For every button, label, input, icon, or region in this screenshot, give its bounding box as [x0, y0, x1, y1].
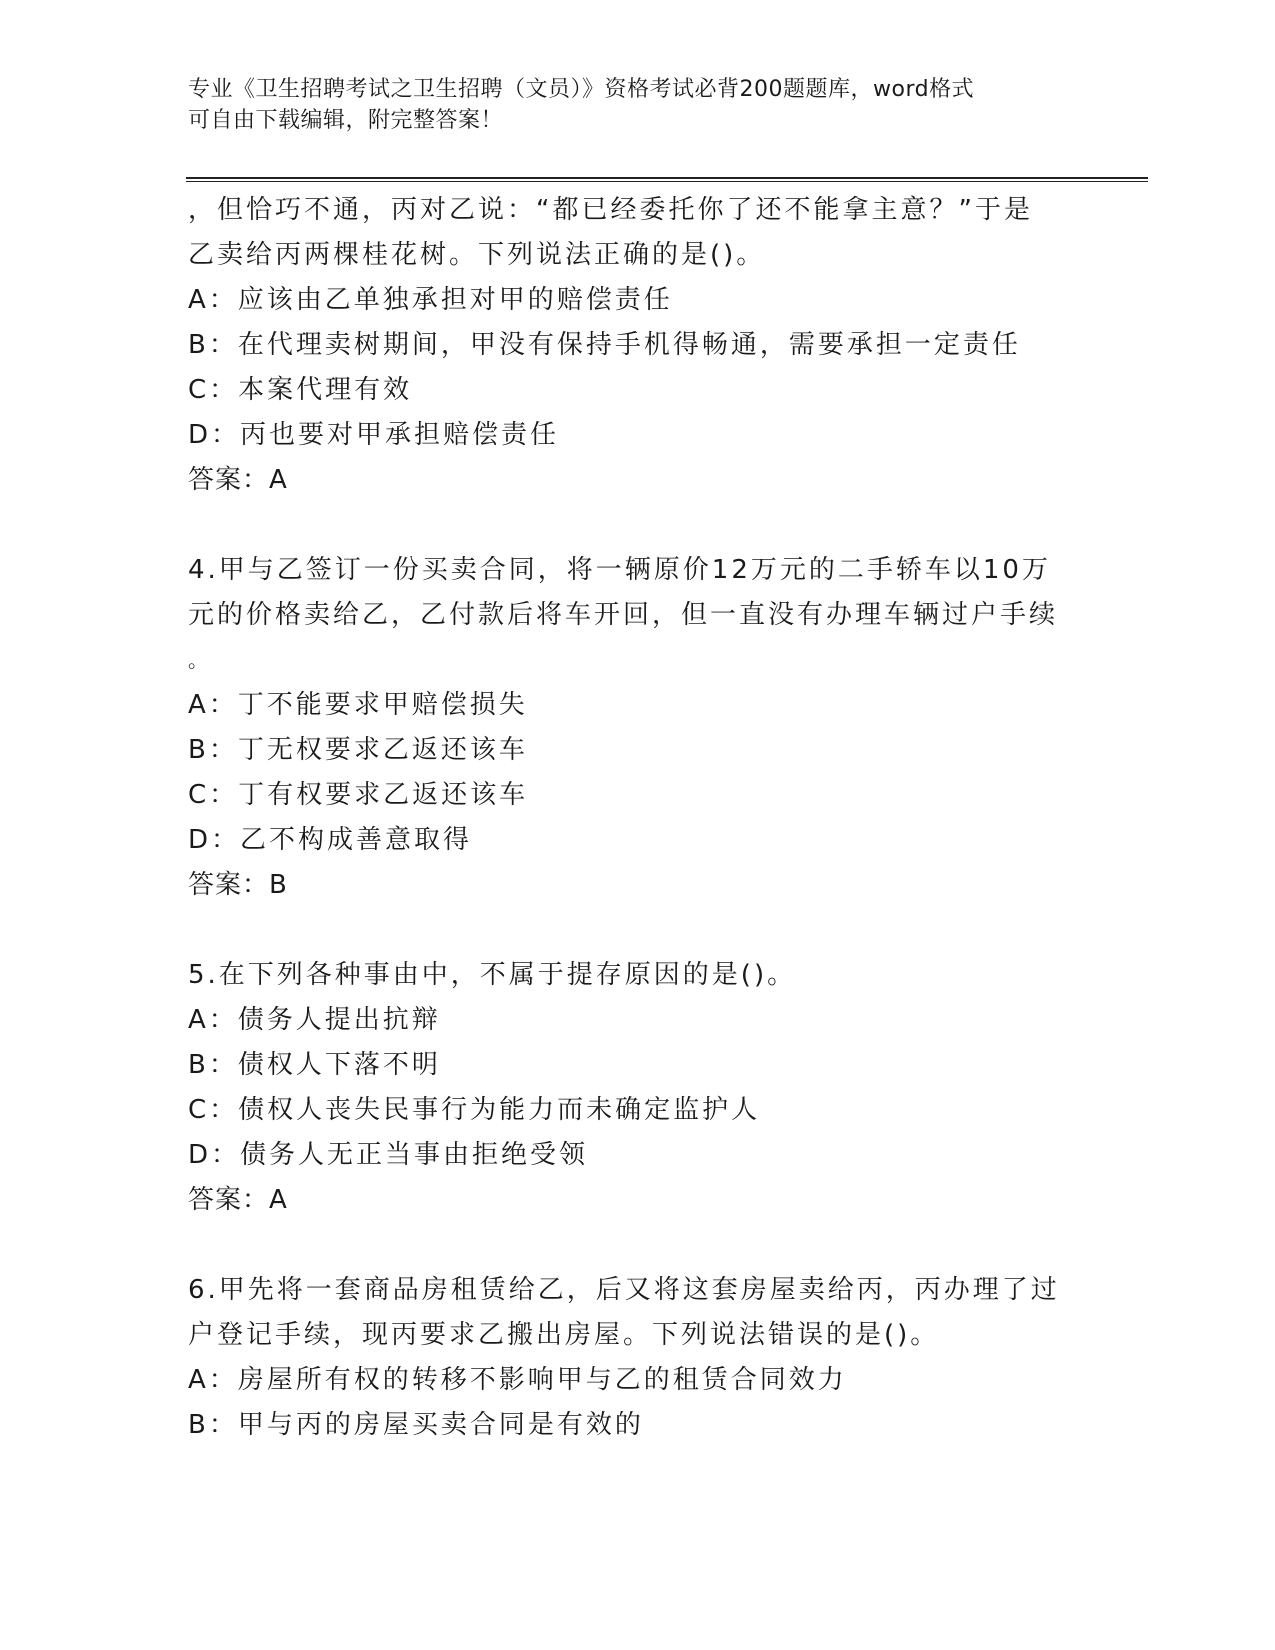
question-6 — [188, 1268, 1068, 1448]
option-d: D：丙也要对甲承担赔偿责任 — [188, 420, 560, 450]
question-stem-line: 。 — [188, 648, 211, 672]
question-stem-line: 6.甲先将一套商品房租赁给乙，后又将这套房屋卖给丙，丙办理了过 — [188, 1275, 1060, 1305]
option-b: B：丁无权要求乙返还该车 — [188, 735, 528, 765]
answer-line: 答案：A — [188, 465, 288, 495]
option-c: C：丁有权要求乙返还该车 — [188, 780, 529, 810]
option-c: C：本案代理有效 — [188, 375, 413, 405]
option-b: B：在代理卖树期间，甲没有保持手机得畅通，需要承担一定责任 — [188, 330, 1021, 360]
option-a: A：应该由乙单独承担对甲的赔偿责任 — [188, 285, 673, 315]
option-a: A：债务人提出抗辩 — [188, 1005, 441, 1035]
page-header — [188, 74, 1068, 136]
spacer — [188, 908, 1068, 953]
question-5 — [188, 953, 1068, 1223]
question-stem-line: 元的价格卖给乙，乙付款后将车开回，但一直没有办理车辆过户手续 — [188, 600, 1059, 630]
option-d: D：债务人无正当事由拒绝受领 — [188, 1140, 589, 1170]
option-a: A：房屋所有权的转移不影响甲与乙的租赁合同效力 — [188, 1365, 847, 1395]
option-b: B：债权人下落不明 — [188, 1050, 441, 1080]
option-a: A：丁不能要求甲赔偿损失 — [188, 690, 528, 720]
answer-line: 答案：A — [188, 1185, 288, 1215]
question-4 — [188, 548, 1068, 908]
header-divider — [186, 177, 1148, 182]
option-b: B：甲与丙的房屋买卖合同是有效的 — [188, 1410, 644, 1440]
header-line-2: 可自由下载编辑，附完整答案！ — [188, 108, 504, 133]
option-d: D：乙不构成善意取得 — [188, 825, 473, 855]
question-stem-line: 户登记手续，现丙要求乙搬出房屋。下列说法错误的是()。 — [188, 1320, 940, 1350]
document-body — [188, 188, 1068, 1448]
answer-line: 答案：B — [188, 870, 288, 900]
question-stem-line: 乙卖给丙两棵桂花树。下列说法正确的是()。 — [188, 240, 766, 270]
question-stem-line: 4.甲与乙签订一份买卖合同，将一辆原价12万元的二手轿车以10万 — [188, 555, 1051, 585]
question-3 — [188, 188, 1068, 503]
question-stem-line: 5.在下列各种事由中，不属于提存原因的是()。 — [188, 960, 797, 990]
spacer — [188, 1223, 1068, 1268]
option-c: C：债权人丧失民事行为能力而未确定监护人 — [188, 1095, 761, 1125]
spacer — [188, 503, 1068, 548]
question-stem-line: ，但恰巧不通，丙对乙说：“都已经委托你了还不能拿主意？”于是 — [188, 195, 1033, 225]
header-line-1: 专业《卫生招聘考试之卫生招聘（文员）》资格考试必背200题题库，word格式 — [188, 77, 975, 102]
